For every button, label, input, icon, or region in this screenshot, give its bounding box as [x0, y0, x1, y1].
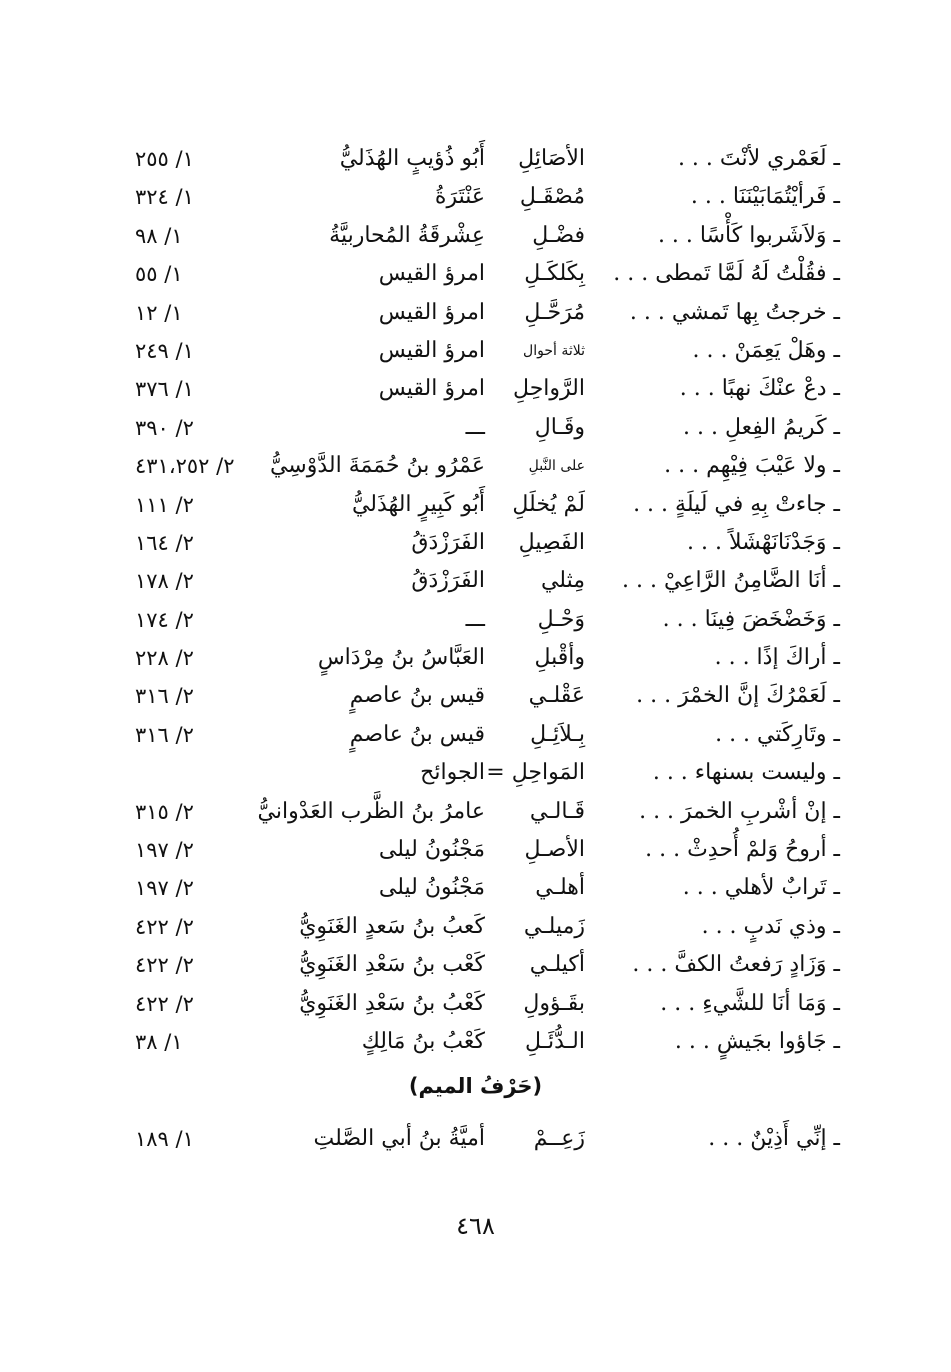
- verse-opening: ـ دعْ عنْكَ نهبًا . . .: [679, 376, 840, 402]
- index-row: [135, 716, 840, 754]
- poet-name: كَعْب بنُ سَعْدِ الغَنَوِيُّ: [299, 952, 485, 978]
- section-heading: (حَرْفُ الميم): [408, 1074, 543, 1098]
- index-row: [135, 370, 840, 408]
- page-reference: ١/ ٣٨: [135, 1029, 183, 1054]
- page-reference: ٢/ ٤٣١،٢٥٢: [135, 454, 235, 479]
- verse-opening: ـ جاءتْ بِهِ في لَيلَةٍ . . .: [633, 491, 840, 517]
- index-row: [135, 1023, 840, 1061]
- poet-name: كَعْبُ بنُ سَعْدِ الغَنَوِيُّ: [299, 990, 485, 1016]
- page-reference: ٢/ ٣١٦: [135, 722, 194, 747]
- verse-opening: ـ إنِّي أَذِيْنٌ . . .: [708, 1126, 840, 1151]
- poet-name: قيس بنُ عاصمٍ: [349, 683, 485, 709]
- poet-name: عَمْرُو بنُ حُمَمَةَ الدَّوْسِيُّ: [269, 453, 485, 479]
- poet-name: امرؤ القيس: [378, 376, 485, 402]
- page-reference: ١/ ٢٤٩: [135, 338, 194, 363]
- page-reference: ٢/ ٤٢٢: [135, 914, 194, 939]
- verse-opening: ـ وَلاَشَربوا كَأْسًا . . .: [657, 222, 840, 248]
- rhyme-word: وَحْـلِ: [537, 606, 585, 632]
- index-row: [135, 1120, 840, 1158]
- rhyme-word: على النَّبلِ: [528, 458, 585, 475]
- page-reference: ٢/ ٢٢٨: [135, 646, 194, 671]
- index-row: [135, 409, 840, 447]
- verse-opening: ـ جَاؤوا بجَيشٍ . . .: [674, 1028, 840, 1054]
- poet-name: قيس بنُ عاصمٍ: [349, 721, 485, 747]
- verse-opening: ـ إنْ أشْربِ الخمرَ . . .: [639, 798, 840, 824]
- rhyme-word: مُرَحَّـلِ: [524, 299, 585, 325]
- verse-opening: ـ وليست بسنهاء . . .: [652, 760, 840, 786]
- verse-opening: ـ وذي نَدبٍ . . .: [701, 913, 840, 939]
- rhyme-word: وأقْبلِ: [534, 645, 585, 671]
- index-row: [135, 946, 840, 984]
- index-row: [135, 140, 840, 178]
- poet-name: الجوائح: [420, 760, 485, 786]
- poet-name: امرؤ القيس: [378, 337, 485, 363]
- rhyme-word: المَواحِلِ =: [486, 760, 585, 786]
- poet-name: الفَرَزْدَقُ: [411, 568, 485, 594]
- poet-name: مَجْنُونُ ليلى: [378, 875, 485, 901]
- index-row: [135, 677, 840, 715]
- poet-name: امرؤ القيس: [378, 261, 485, 287]
- rhyme-word: مُصْقَـلِ: [519, 184, 585, 210]
- rhyme-word: وقَـالِ: [534, 414, 585, 440]
- verse-opening: ـ وهَلْ يَعِمَنْ . . .: [692, 337, 840, 363]
- verse-opening: ـ وَمَا أنَا للشَّيءِ . . .: [660, 990, 840, 1016]
- rhyme-word: بِكَلكَـلِ: [524, 261, 585, 287]
- verse-opening: ـ خرجتُ بِها تَمشي . . .: [629, 299, 840, 325]
- index-row: [135, 178, 840, 216]
- verse-opening: ـ كَريمُ الفِعلِ . . .: [683, 414, 840, 440]
- page-reference: ١/ ٣٧٦: [135, 377, 194, 402]
- index-row: [135, 524, 840, 562]
- index-row: [135, 255, 840, 293]
- rhyme-word: الـدُّئَـلِ: [524, 1028, 585, 1054]
- poet-name: أَبُو كَبِيرٍ الهُذَليُّ: [351, 491, 485, 517]
- index-row: [135, 332, 840, 370]
- index-row: [135, 562, 840, 600]
- page-reference: ٢/ ١١١: [135, 492, 194, 517]
- rhyme-word: بِـلاَئِـلِ: [530, 721, 585, 747]
- index-row: [135, 793, 840, 831]
- verse-index-table-meem: [135, 1120, 840, 1158]
- verse-opening: ـ وَخَضْخَضَ فِينَا . . .: [662, 606, 840, 632]
- index-row: [135, 601, 840, 639]
- rhyme-word: الأصـلِ: [524, 837, 585, 863]
- rhyme-word: الفَصِيلِ: [518, 529, 585, 555]
- poet-name: أميَّةُ بنُ أبي الصَّلتِ: [313, 1126, 485, 1151]
- rhyme-word: زَعِــمْ: [533, 1126, 585, 1151]
- verse-opening: ـ وتَارِكَتي . . .: [715, 721, 840, 747]
- page-reference: ٢/ ٤٢٢: [135, 953, 194, 978]
- index-row: [135, 908, 840, 946]
- page-reference: ٢/ ٣١٦: [135, 684, 194, 709]
- page-reference: ٢/ ٤٢٢: [135, 991, 194, 1016]
- verse-opening: ـ ولا عَيْبَ فِيْهِم . . .: [664, 453, 840, 479]
- rhyme-word: عَقْلـي: [528, 683, 585, 709]
- poet-name: ـــ: [465, 414, 485, 440]
- index-row: [135, 486, 840, 524]
- page-reference: ١/ ٥٥: [135, 262, 183, 287]
- poet-name: مَجْنُونُ ليلى: [378, 837, 485, 863]
- page-reference: ٢/ ١٧٤: [135, 607, 194, 632]
- verse-opening: ـ تَرابٌ لأهلي . . .: [682, 875, 840, 901]
- index-row: [135, 447, 840, 485]
- poet-name: عِشْرقَةُ المُحاربيَّةُ: [329, 222, 485, 248]
- page-reference: ١/ ١٨٩: [135, 1127, 194, 1151]
- poet-name: كَعْبُ بنُ مَالِكٍ: [361, 1028, 485, 1054]
- verse-index-table: [135, 140, 840, 1061]
- poet-name: عَنْتَرَةُ: [434, 184, 485, 210]
- page-reference: ٢/ ٣١٥: [135, 799, 194, 824]
- rhyme-word: الرَّواحِلِ: [513, 376, 585, 402]
- poet-name: كَعبُ بنُ سَعدٍ الغَنَوِيُّ: [299, 913, 485, 939]
- page-reference: ١/ ٣٢٤: [135, 185, 194, 210]
- poet-name: العَبَّاسُ بنُ مِرْدَاسٍ: [317, 645, 485, 671]
- rhyme-word: الأصَائِلِ: [518, 146, 585, 171]
- rhyme-word: أكيلـي: [529, 952, 585, 978]
- index-row: [135, 754, 840, 792]
- page-reference: ٢/ ١٦٤: [135, 530, 194, 555]
- rhyme-word: فضْـلِ: [532, 222, 585, 248]
- verse-opening: ـ وَجَدْنَانَهْشَلاً . . .: [686, 529, 840, 555]
- rhyme-word: أهلـي: [535, 875, 585, 901]
- page-reference: ١/ ٩٨: [135, 223, 183, 248]
- page-reference: ٢/ ١٩٧: [135, 838, 194, 863]
- page-number: ٤٦٨: [456, 1212, 495, 1240]
- index-row: [135, 217, 840, 255]
- rhyme-word: زَميلـي: [523, 913, 585, 939]
- poet-name: امرؤ القيس: [378, 299, 485, 325]
- page-reference: ٢/ ٣٩٠: [135, 415, 194, 440]
- index-row: [135, 869, 840, 907]
- rhyme-word: بقَـؤولِ: [523, 990, 585, 1016]
- rhyme-word: ثلاثة أحوال: [523, 342, 585, 359]
- rhyme-word: لَمْ يُخلَلِ: [512, 491, 585, 517]
- index-row: [135, 639, 840, 677]
- verse-opening: ـ لَعَمْري لأنْتَ . . .: [677, 146, 840, 171]
- poet-name: ـــ: [465, 606, 485, 632]
- page-reference: ٢/ ١٩٧: [135, 876, 194, 901]
- verse-opening: ـ أراكَ إذًا . . .: [714, 645, 840, 671]
- index-row: [135, 831, 840, 869]
- verse-opening: ـ فَرأيْتُمَابَيْنَنَا . . .: [690, 184, 840, 210]
- page-reference: ١/ ١٢: [135, 300, 183, 325]
- rhyme-word: قَـالـي: [529, 798, 585, 824]
- poet-name: أَبُو ذُؤيبٍ الهُذَليُّ: [339, 146, 485, 171]
- rhyme-word: مِثلي: [540, 568, 585, 594]
- poet-name: الفَرَزْدَقُ: [411, 529, 485, 555]
- index-row: [135, 985, 840, 1023]
- page-reference: ١/ ٢٥٥: [135, 147, 194, 171]
- verse-opening: ـ وَزَادٍ رَفعتُ الكفَّ . . .: [632, 952, 840, 978]
- verse-opening: ـ أروحُ وَلمْ أُحدِثْ . . .: [645, 837, 840, 863]
- page-reference: ٢/ ١٧٨: [135, 569, 194, 594]
- poet-name: عامرُ بنُ الظَّرب العَدْوانيُّ: [257, 798, 485, 824]
- verse-opening: ـ لَعَمْرُكَ إنَّ الخمْرَ . . .: [636, 683, 840, 709]
- verse-opening: ـ فقُلْتُ لَهُ لَمَّا تَمطى . . .: [613, 261, 840, 287]
- index-row: [135, 294, 840, 332]
- verse-opening: ـ أنَا الضَّامِنُ الرَّاعِيْ . . .: [622, 568, 840, 594]
